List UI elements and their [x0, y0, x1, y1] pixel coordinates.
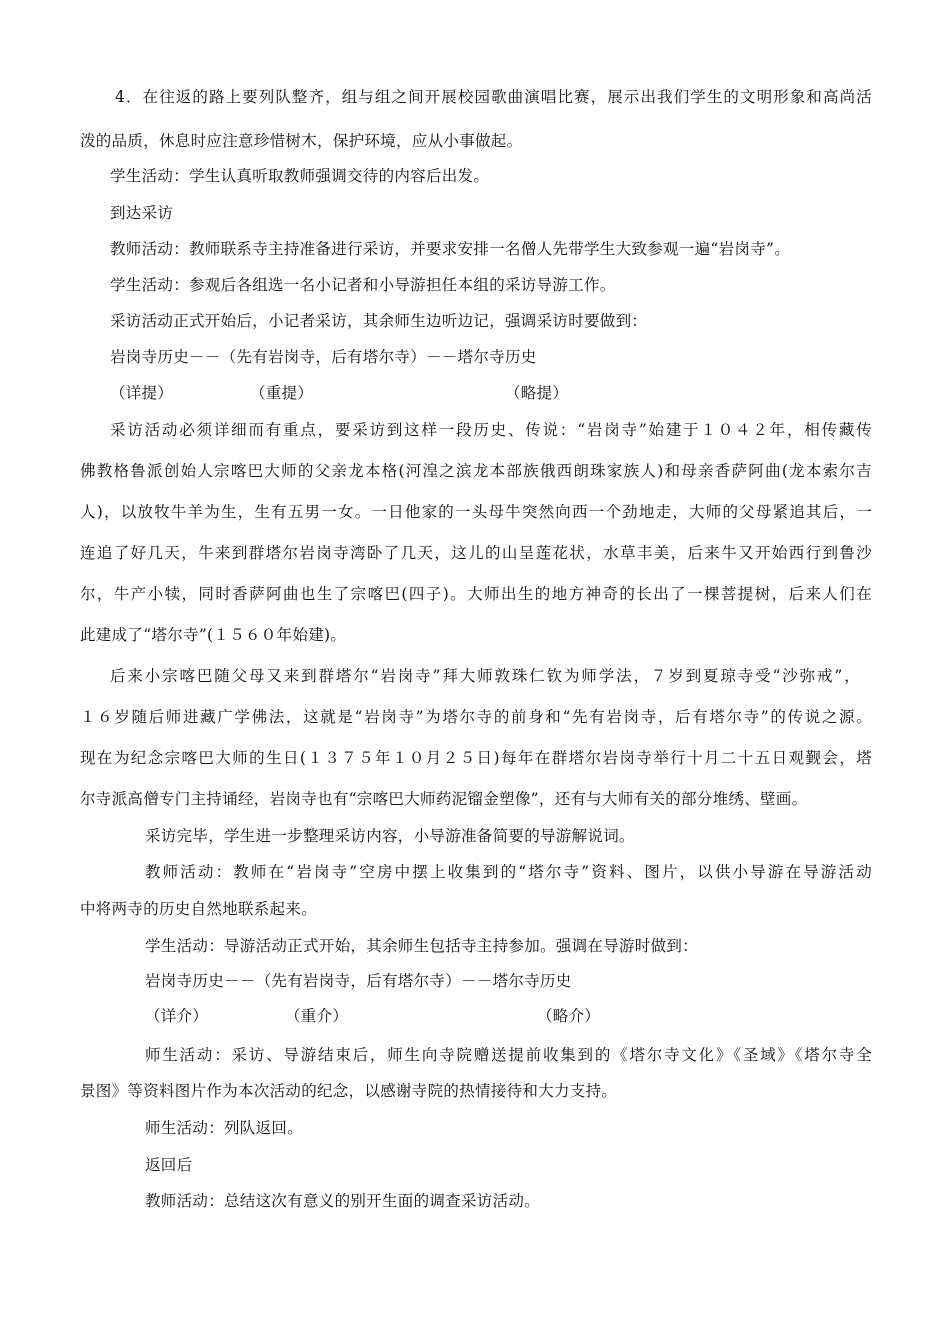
paragraph-line: 学生活动：学生认真听取教师强调交待的内容后出发。 — [110, 167, 490, 185]
paragraph-line: 人)，以放牧牛羊为生，生有五男一女。一日他家的一头母牛突然向西一个劲地走，大师的父母紧追其后，一 — [80, 503, 872, 521]
paragraph-line: 师生活动：列队返回。 — [145, 1119, 304, 1137]
paragraph-line: １６岁随后师进藏广学佛法，这就是“岩岗寺”为塔尔寺的前身和“先有岩岗寺，后有塔尔寺”的传说之源。 — [80, 708, 872, 726]
formula-note-brief: （略介） — [537, 1007, 601, 1025]
paragraph-line: 现在为纪念宗喀巴大师的生日(１３７５年１０月２５日)每年在群塔尔岩岗寺举行十月二十五日观觐会，塔 — [80, 749, 872, 767]
history-formula: 岩岗寺历史－－（先有岩岗寺，后有塔尔寺）－－塔尔寺历史 — [110, 348, 537, 366]
paragraph-line: 后来小宗喀巴随父母又来到群塔尔“岩岗寺”拜大师敦珠仁钦为师学法，７岁到夏琼寺受“沙弥戒”， — [110, 667, 860, 685]
paragraph-line: 采访完毕，学生进一步整理采访内容，小导游准备简要的导游解说词。 — [145, 827, 635, 845]
section-heading: 到达采访 — [110, 204, 174, 222]
formula-note-focus: （重提） — [250, 384, 314, 402]
paragraph-line: 中将两寺的历史自然地联系起来。 — [80, 900, 318, 918]
paragraph-line: 学生活动：参观后各组选一名小记者和小导游担任本组的采访导游工作。 — [110, 276, 616, 294]
paragraph-line: 泼的品质，休息时应注意珍惜树木，保护环境，应从小事做起。 — [80, 132, 523, 150]
paragraph-line: 尔寺派高僧专门主持诵经，岩岗寺也有“宗喀巴大师药泥镏金塑像”，还有与大师有关的部分堆绣、壁画。 — [80, 790, 808, 808]
formula-note-detail: （详介） — [145, 1007, 209, 1025]
formula-note-brief: （略提） — [505, 384, 569, 402]
paragraph-line: 4．在往返的路上要列队整齐，组与组之间开展校园歌曲演唱比赛，展示出我们学生的文明形象和高尚活 — [115, 88, 872, 106]
paragraph-line: 教师活动：总结这次有意义的别开生面的调查采访活动。 — [145, 1192, 541, 1210]
paragraph-line: 学生活动：导游活动正式开始，其余师生包括寺主持参加。强调在导游时做到： — [145, 937, 699, 955]
paragraph-line: 尔，牛产小犊，同时香萨阿曲也生了宗喀巴(四子)。大师出生的地方神奇的长出了一棵菩提树，后来人们在 — [80, 585, 872, 603]
paragraph-line: 采访活动必须详细而有重点，要采访到这样一段历史、传说：“岩岗寺”始建于１０４２年，相传藏传 — [110, 421, 872, 439]
paragraph-line: 景图》等资料图片作为本次活动的纪念，以感谢寺院的热情接待和大力支持。 — [80, 1082, 618, 1100]
formula-note-focus: （重介） — [285, 1007, 349, 1025]
paragraph-line: 连追了好几天，牛来到群塔尔岩岗寺湾卧了几天，这儿的山呈莲花状，水草丰美，后来牛又开始西行到鲁沙 — [80, 544, 872, 562]
paragraph-line: 佛教格鲁派创始人宗喀巴大师的父亲龙本格(河湟之滨龙本部族俄西朗珠家族人)和母亲香萨阿曲(龙本索尔吉 — [80, 462, 872, 480]
paragraph-line: 教师活动：教师联系寺主持准备进行采访，并要求安排一名僧人先带学生大致参观一遍“岩岗寺”。 — [110, 240, 791, 258]
paragraph-line: 师生活动：采访、导游结束后，师生向寺院赠送提前收集到的《塔尔寺文化》《圣域》《塔尔寺全 — [145, 1046, 872, 1064]
paragraph-line: 教师活动：教师在“岩岗寺”空房中摆上收集到的“塔尔寺”资料、图片，以供小导游在导游活动 — [145, 863, 872, 881]
paragraph-line: 此建成了“塔尔寺”(１５６０年始建)。 — [80, 626, 347, 644]
paragraph-line: 采访活动正式开始后，小记者采访，其余师生边听边记，强调采访时要做到： — [110, 312, 648, 330]
formula-note-detail: （详提） — [110, 384, 174, 402]
history-formula: 岩岗寺历史－－（先有岩岗寺，后有塔尔寺）－－塔尔寺历史 — [145, 972, 572, 990]
section-heading: 返回后 — [145, 1156, 193, 1174]
